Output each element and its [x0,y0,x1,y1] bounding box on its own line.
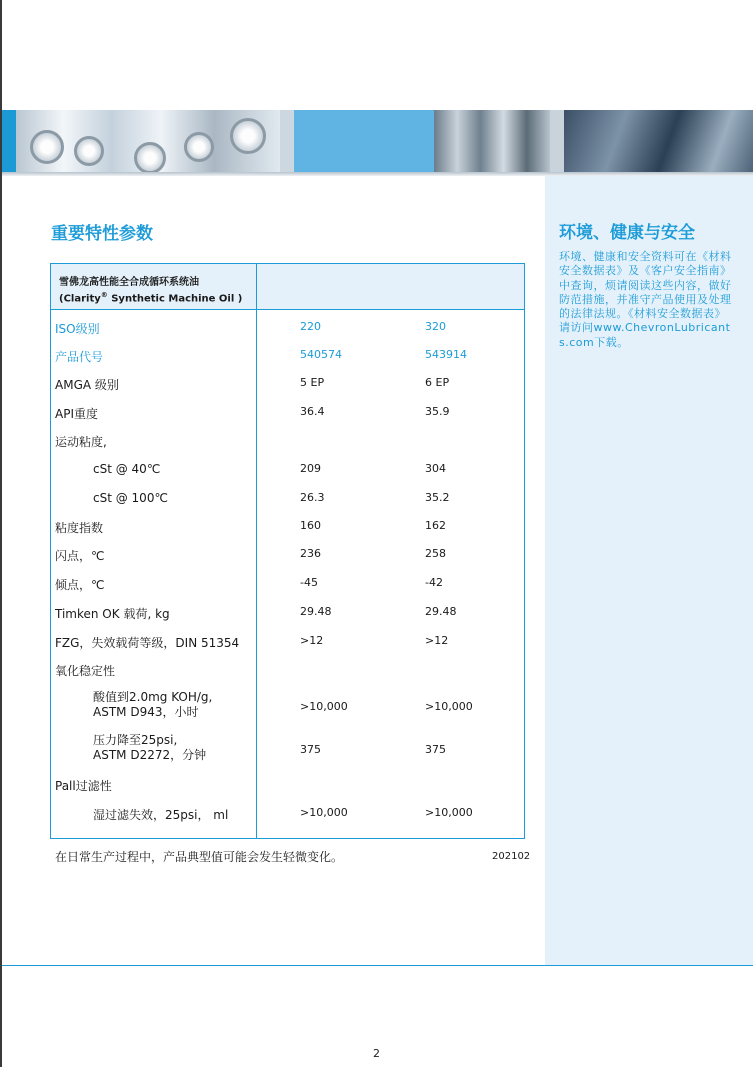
banner-strip [280,110,294,172]
document-code: 202102 [492,851,531,862]
row-label: 粘度指数 [55,521,104,535]
row-label: 产品代号 [55,350,104,364]
page-number: 2 [373,1047,380,1060]
value-320: 375 [425,743,446,756]
value-320: 258 [425,547,446,560]
row-label: Timken OK 载荷, kg [55,607,170,621]
value-320: 35.9 [425,405,450,418]
header-banner [2,110,753,172]
value-320: 29.48 [425,605,457,618]
footnote: 在日常生产过程中，产品典型值可能会发生轻微变化。 [55,850,344,864]
value-220: 5 EP [300,376,325,389]
value-320: 162 [425,519,446,532]
value-220: 540574 [300,348,342,361]
row-label: 压力降至25psi, ASTM D2272，分钟 [93,733,207,762]
sidebar-title: 环境、健康与安全 [559,223,695,243]
banner-strip [2,110,16,172]
row-label: cSt @ 40℃ [93,462,161,476]
value-220: >10,000 [300,806,348,819]
row-label: FZG，失效载荷等级，DIN 51354 [55,636,240,650]
value-220: -45 [300,576,318,589]
row-label: 倾点，℃ [55,578,105,592]
row-label: cSt @ 100℃ [93,491,168,505]
product-name-cn: 雪佛龙高性能全合成循环系统油 [59,277,199,288]
properties-table [50,263,525,839]
value-220: 236 [300,547,321,560]
value-320: >10,000 [425,806,473,819]
section-title: 重要特性参数 [51,224,153,244]
value-220: 160 [300,519,321,532]
table-header [51,264,524,310]
product-name [59,276,242,305]
bottom-rule [2,965,753,966]
value-220: >10,000 [300,700,348,713]
row-label: 氧化稳定性 [55,664,116,678]
banner-strip [294,110,434,172]
bearing-image [16,110,280,172]
row-label: 酸值到2.0mg KOH/g, ASTM D943，小时 [93,690,213,719]
column-divider [256,264,257,838]
row-label: AMGA 级别 [55,378,119,392]
ehs-sidebar [545,176,753,966]
row-label: API重度 [55,407,98,421]
value-220: 220 [300,320,321,333]
machine-image [564,110,753,172]
value-220: 29.48 [300,605,332,618]
value-220: 209 [300,462,321,475]
value-320: 6 EP [425,376,450,389]
row-label: Pall过滤性 [55,779,112,793]
value-320: 543914 [425,348,467,361]
row-label: 闪点，℃ [55,549,105,563]
sidebar-text: 环境、健康和安全资料可在《材料安全数据表》及《客户安全指南》中查询，烦请阅读这些内容，做好防范措施，并准守产品使用及处理的法律法规。《材料安全数据表》请访问www.ChevronLubricants.com下载。 [559,250,732,349]
chevron-website-link[interactable]: www.ChevronLubricants.com [559,321,731,349]
gear-image [434,110,550,172]
row-label: 湿过滤失效，25psi， ml [93,808,229,822]
value-320: 320 [425,320,446,333]
row-label: ISO级别 [55,322,100,336]
banner-strip [550,110,564,172]
value-220: 36.4 [300,405,325,418]
value-220: 375 [300,743,321,756]
value-320: 304 [425,462,446,475]
value-220: >12 [300,634,324,647]
value-320: 35.2 [425,491,450,504]
value-220: 26.3 [300,491,325,504]
value-320: -42 [425,576,443,589]
value-320: >12 [425,634,449,647]
row-label: 运动粘度, [55,435,107,449]
product-name-en: (Clarity® Synthetic Machine Oil ) [59,291,243,305]
value-320: >10,000 [425,700,473,713]
